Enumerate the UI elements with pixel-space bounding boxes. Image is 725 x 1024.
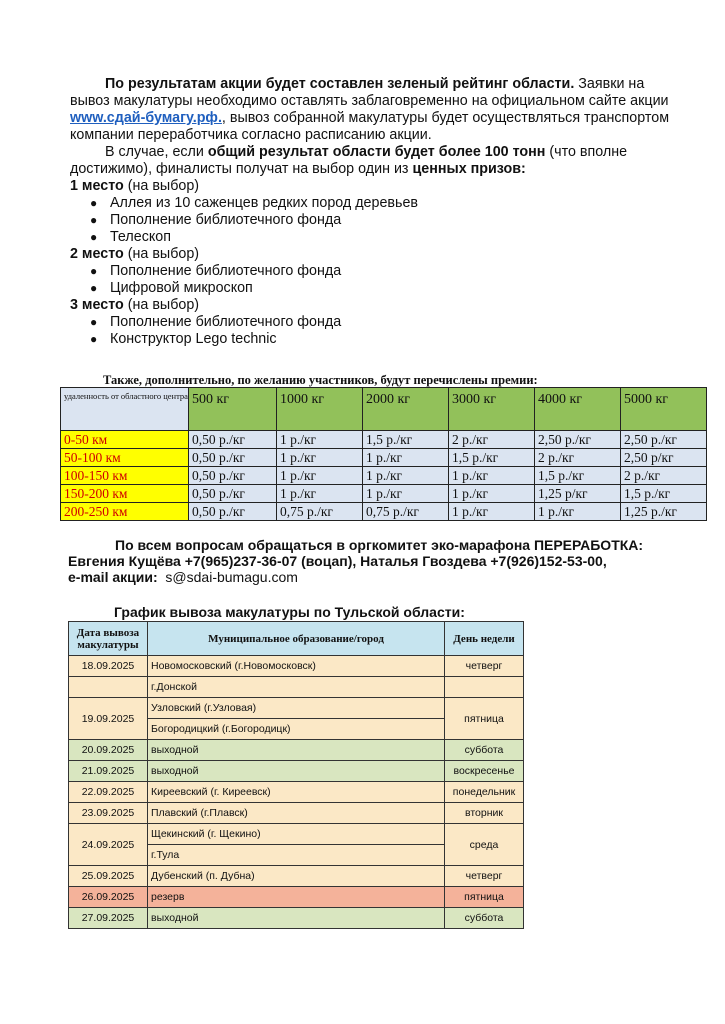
date-cell: 21.09.2025 xyxy=(69,761,148,782)
rate-cell: 1 р./кг xyxy=(534,503,620,521)
distance-cell: 50-100 км xyxy=(61,449,189,467)
rate-cell: 2,50 р/кг xyxy=(620,449,706,467)
rate-cell: 2 р./кг xyxy=(448,431,534,449)
rate-cell: 0,75 р./кг xyxy=(362,503,448,521)
municipality-cell: выходной xyxy=(148,740,445,761)
prize-item-label: Цифровой микроскоп xyxy=(110,280,253,296)
header-date: Дата вывоза макулатуры xyxy=(69,622,148,656)
municipality-cell: выходной xyxy=(148,761,445,782)
rate-row xyxy=(61,449,707,467)
bullet-icon: ● xyxy=(90,315,98,329)
schedule-row xyxy=(69,740,524,761)
rate-cell: 2 р./кг xyxy=(534,449,620,467)
municipality-cell: Киреевский (г. Киреевск) xyxy=(148,782,445,803)
rate-cell: 2,50 р./кг xyxy=(534,431,620,449)
date-cell: 27.09.2025 xyxy=(69,908,148,929)
place-heading xyxy=(70,297,670,314)
weight-header: 4000 кг xyxy=(534,388,620,431)
rate-cell: 1 р./кг xyxy=(276,431,362,449)
rate-cell: 1 р./кг xyxy=(276,449,362,467)
bullet-icon: ● xyxy=(90,196,98,210)
weekday-cell: четверг xyxy=(445,656,524,677)
date-cell: 25.09.2025 xyxy=(69,866,148,887)
rate-cell: 0,50 р./кг xyxy=(188,431,276,449)
prize-item-label: Аллея из 10 саженцев редких пород деревьев xyxy=(110,195,419,211)
rates-body xyxy=(61,431,707,521)
rate-row xyxy=(61,503,707,521)
schedule-row xyxy=(69,908,524,929)
place-note: (на выбор) xyxy=(123,297,200,313)
bullet-icon: ● xyxy=(90,281,98,295)
intro-text: (что вполне достижимо), финалисты получат на выбор один из xyxy=(70,144,628,177)
rate-cell: 1,5 р./кг xyxy=(534,467,620,485)
rate-row xyxy=(61,467,707,485)
weekday-cell: пятница xyxy=(445,698,524,740)
rate-cell: 1 р./кг xyxy=(448,467,534,485)
schedule-row xyxy=(69,803,524,824)
rate-cell: 0,50 р./кг xyxy=(188,503,276,521)
municipality-cell: Дубенский (п. Дубна) xyxy=(148,866,445,887)
place-heading xyxy=(70,246,670,263)
place-title: 1 место xyxy=(70,178,124,194)
prize-item-label: Конструктор Lego technic xyxy=(110,331,277,347)
rate-cell: 1,25 р/кг xyxy=(534,485,620,503)
distance-cell: 100-150 км xyxy=(61,467,189,485)
prize-item xyxy=(88,331,670,348)
schedule-row xyxy=(69,698,524,719)
weekday-cell xyxy=(445,677,524,698)
schedule-row xyxy=(69,866,524,887)
contacts-email-line xyxy=(68,569,643,585)
date-cell: 18.09.2025 xyxy=(69,656,148,677)
rate-cell: 1,5 р./кг xyxy=(620,485,706,503)
municipality-cell: Новомосковский (г.Новомосковск) xyxy=(148,656,445,677)
weekday-cell: пятница xyxy=(445,887,524,908)
weight-header: 3000 кг xyxy=(448,388,534,431)
weekday-cell: суббота xyxy=(445,908,524,929)
contacts-phones: Евгения Кущёва +7(965)237-36-07 (воцап), Наталья Гвоздева +7(926)152-53-00, xyxy=(68,553,607,569)
prize-item-label: Пополнение библиотечного фонда xyxy=(110,263,342,279)
schedule-row xyxy=(69,824,524,845)
rate-cell: 0,75 р./кг xyxy=(276,503,362,521)
prize-item xyxy=(88,212,670,229)
weight-header: 1000 кг xyxy=(276,388,362,431)
schedule-row xyxy=(69,782,524,803)
prizes-label: ценных призов: xyxy=(412,161,526,177)
header-weekday: День недели xyxy=(445,622,524,656)
intro-paragraph-1 xyxy=(70,76,670,144)
bonus-caption: Также, дополнительно, по желанию участников, будут перечислены премии: xyxy=(103,373,538,387)
place-heading xyxy=(70,178,670,195)
prize-places xyxy=(70,178,670,348)
schedule-header-row xyxy=(69,622,524,656)
schedule-row xyxy=(69,677,524,698)
rates-header-row xyxy=(61,388,707,431)
date-cell: 19.09.2025 xyxy=(69,698,148,740)
site-link[interactable]: www.сдай-бумагу.рф. xyxy=(70,110,222,126)
municipality-cell: Щекинский (г. Щекино) xyxy=(148,824,445,845)
schedule-caption: График вывоза макулатуры по Тульской области: xyxy=(114,604,465,620)
prize-item-label: Пополнение библиотечного фонда xyxy=(110,314,342,330)
date-cell: 26.09.2025 xyxy=(69,887,148,908)
rate-cell: 0,50 р./кг xyxy=(188,449,276,467)
rate-cell: 2 р./кг xyxy=(620,467,706,485)
rate-cell: 1 р./кг xyxy=(448,503,534,521)
date-cell: 24.09.2025 xyxy=(69,824,148,866)
rate-cell: 1,5 р./кг xyxy=(448,449,534,467)
rate-cell: 1,5 р./кг xyxy=(362,431,448,449)
rate-cell: 2,50 р./кг xyxy=(620,431,706,449)
municipality-cell: Плавский (г.Плавск) xyxy=(148,803,445,824)
municipality-cell: Узловский (г.Узловая) xyxy=(148,698,445,719)
intro-text: В случае, если xyxy=(105,144,208,160)
municipality-cell: выходной xyxy=(148,908,445,929)
weekday-cell: вторник xyxy=(445,803,524,824)
weekday-cell: среда xyxy=(445,824,524,866)
municipality-cell: г.Донской xyxy=(148,677,445,698)
weight-header: 5000 кг xyxy=(620,388,706,431)
prize-item-label: Телескоп xyxy=(110,229,171,245)
place-note: (на выбор) xyxy=(123,246,200,262)
bonus-rates-table xyxy=(60,387,707,521)
distance-cell: 150-200 км xyxy=(61,485,189,503)
prize-item xyxy=(88,280,670,297)
bullet-icon: ● xyxy=(90,230,98,244)
date-cell: 22.09.2025 xyxy=(69,782,148,803)
schedule-row xyxy=(69,761,524,782)
intro-section xyxy=(70,76,670,348)
distance-cell: 0-50 км xyxy=(61,431,189,449)
rate-cell: 1 р./кг xyxy=(362,485,448,503)
municipality-cell: Богородицкий (г.Богородицк) xyxy=(148,719,445,740)
schedule-table xyxy=(68,621,524,929)
rate-cell: 0,50 р./кг xyxy=(188,467,276,485)
rate-row xyxy=(61,431,707,449)
prize-item-label: Пополнение библиотечного фонда xyxy=(110,212,342,228)
prize-item xyxy=(88,229,670,246)
place-title: 2 место xyxy=(70,246,124,262)
bullet-icon: ● xyxy=(90,264,98,278)
prize-item xyxy=(88,314,670,331)
schedule-row xyxy=(69,656,524,677)
rate-cell: 1 р./кг xyxy=(362,467,448,485)
email-label: e-mail акции: xyxy=(68,569,158,585)
schedule-body xyxy=(69,656,524,929)
email-link[interactable]: s@sdai-bumagu.com xyxy=(165,569,298,585)
bullet-icon: ● xyxy=(90,213,98,227)
weekday-cell: суббота xyxy=(445,740,524,761)
municipality-cell: г.Тула xyxy=(148,845,445,866)
prize-list xyxy=(70,263,670,297)
rate-cell: 1 р./кг xyxy=(362,449,448,467)
prize-item xyxy=(88,195,670,212)
place-title: 3 место xyxy=(70,297,124,313)
distance-header: удаленность от областного центра xyxy=(61,388,189,431)
rate-cell: 1 р./кг xyxy=(276,485,362,503)
weekday-cell: воскресенье xyxy=(445,761,524,782)
schedule-row xyxy=(69,887,524,908)
rate-cell: 1,25 р./кг xyxy=(620,503,706,521)
rate-row xyxy=(61,485,707,503)
rate-cell: 0,50 р./кг xyxy=(188,485,276,503)
rate-cell: 1 р./кг xyxy=(276,467,362,485)
contacts-section xyxy=(68,537,643,585)
weight-header: 500 кг xyxy=(188,388,276,431)
prize-list xyxy=(70,195,670,246)
date-cell: 23.09.2025 xyxy=(69,803,148,824)
weekday-cell: понедельник xyxy=(445,782,524,803)
rating-statement: По результатам акции будет составлен зеленый рейтинг области. xyxy=(105,76,575,92)
municipality-cell: резерв xyxy=(148,887,445,908)
intro-text: , вывоз собранной макулатуры будет осуществляться транспортом компании переработчика согласно расписанию акции. xyxy=(70,110,670,143)
header-municipality: Муниципальное образование/город xyxy=(148,622,445,656)
intro-text: Заявки на вывоз макулатуры необходимо оставлять заблаговременно на официальном сайте акции xyxy=(70,76,669,109)
intro-paragraph-2 xyxy=(70,144,670,178)
rate-cell: 1 р./кг xyxy=(448,485,534,503)
distance-cell: 200-250 км xyxy=(61,503,189,521)
prize-list xyxy=(70,314,670,348)
bullet-icon: ● xyxy=(90,332,98,346)
prize-item xyxy=(88,263,670,280)
weight-header: 2000 кг xyxy=(362,388,448,431)
weekday-cell: четверг xyxy=(445,866,524,887)
threshold-statement: общий результат области будет более 100 тонн xyxy=(207,144,546,160)
contacts-heading: По всем вопросам обращаться в оргкомитет эко-марафона ПЕРЕРАБОТКА: xyxy=(115,537,644,553)
date-cell xyxy=(69,677,148,698)
date-cell: 20.09.2025 xyxy=(69,740,148,761)
place-note: (на выбор) xyxy=(123,178,200,194)
